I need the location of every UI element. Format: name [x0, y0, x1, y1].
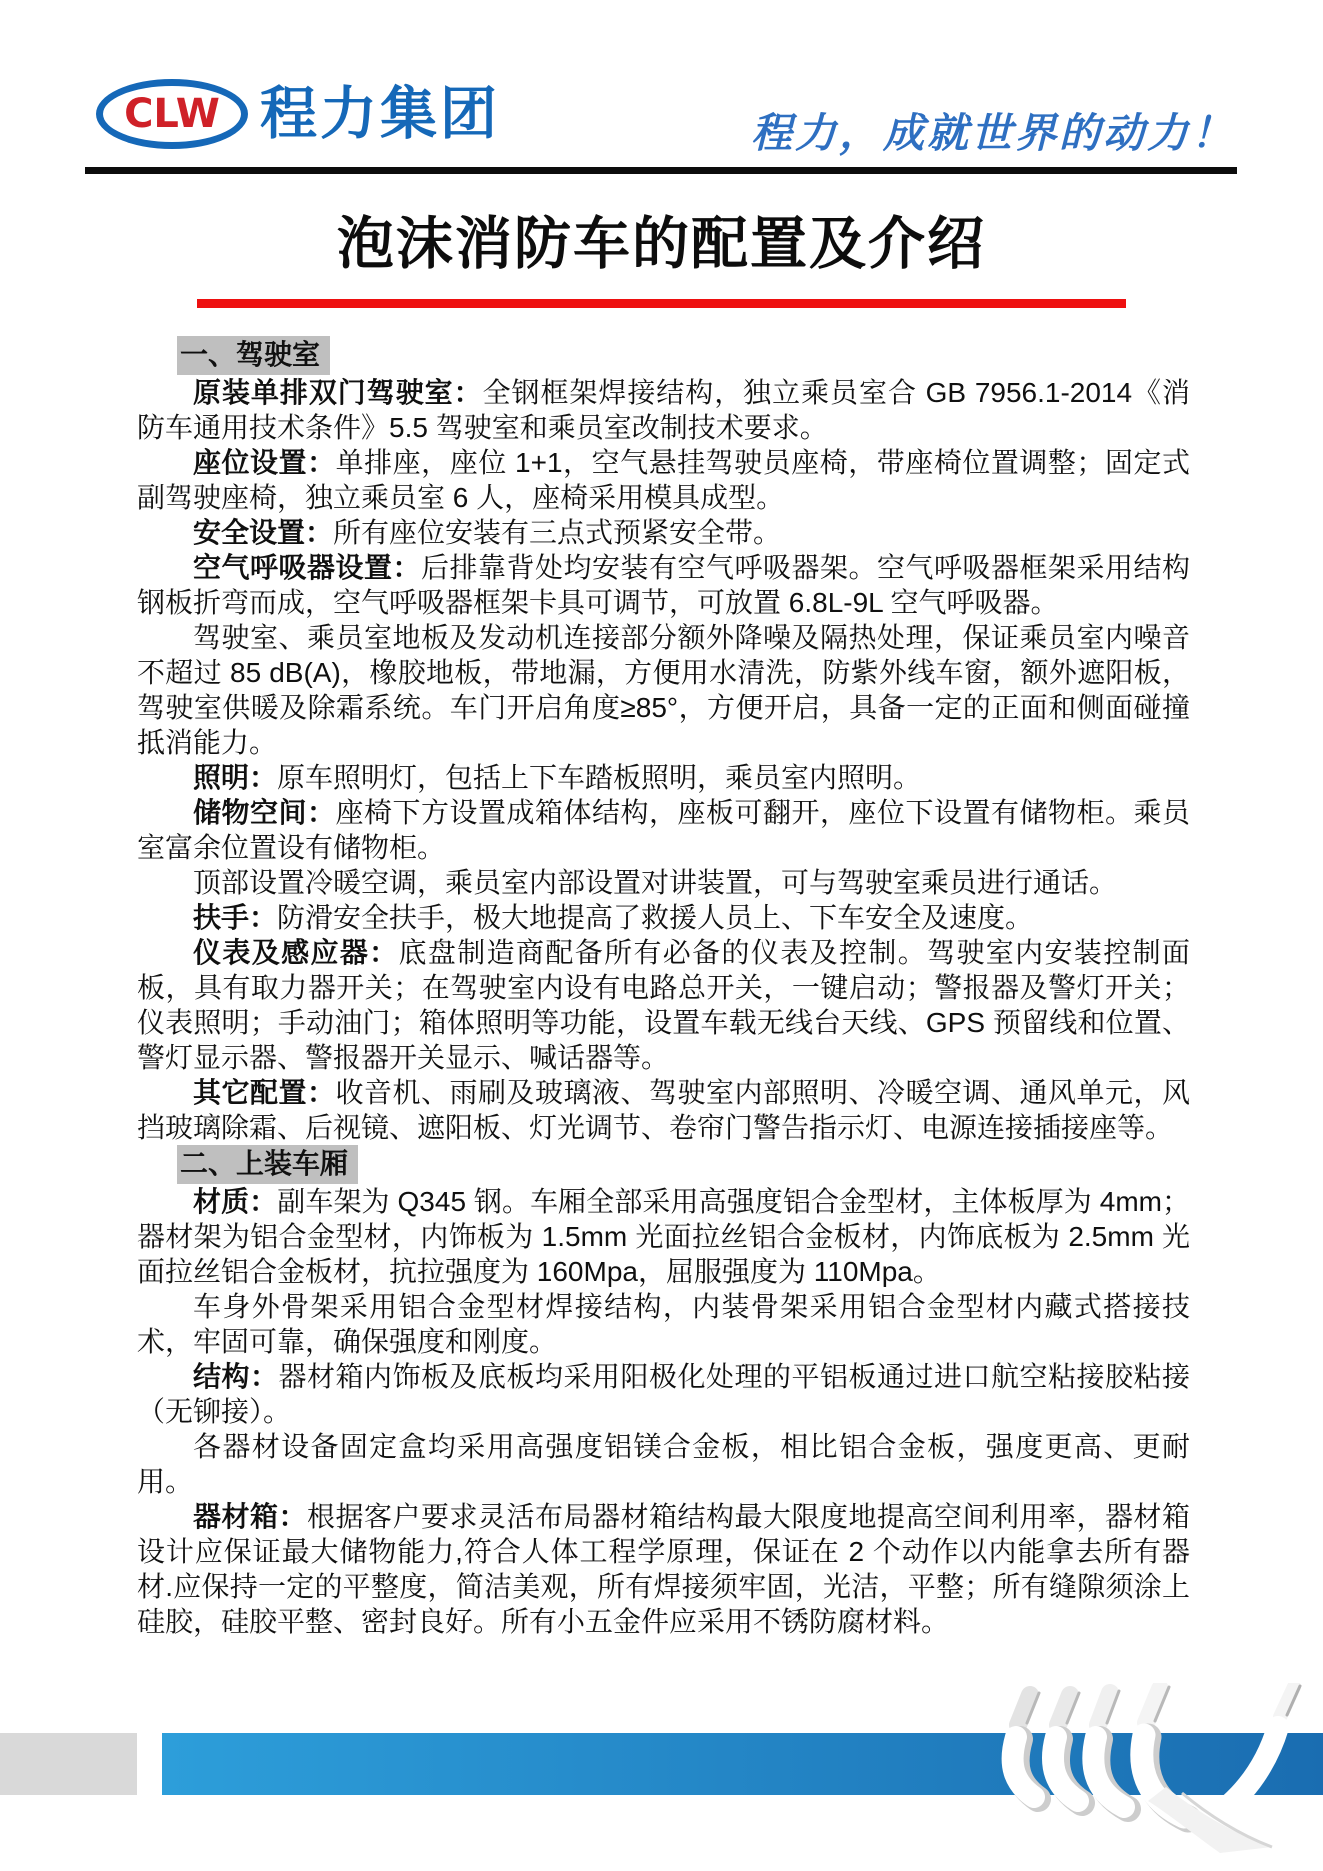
paragraph-text: 根据客户要求灵活布局器材箱结构最大限度地提高空间利用率，器材箱设计应保证最大储物能力,符合人体工程学原理，保证在 2 个动作以内能拿去所有器材.应保持一定的平整度，简洁美观，所有焊接须牢固，光洁，平整；所有缝隙须涂上硅胶，硅胶平整、密封良好。所有小五金件应采用不锈防腐材料。 [137, 1501, 1190, 1637]
paragraph [137, 900, 1190, 935]
clw-logo-text: CLW [124, 91, 220, 137]
paragraph-label: 照明： [193, 762, 278, 793]
paragraph-text: 器材箱内饰板及底板均采用阳极化处理的平铝板通过进口航空粘接胶粘接（无铆接）。 [137, 1361, 1190, 1427]
paragraph-label: 其它配置： [193, 1077, 336, 1108]
paragraph-text: 各器材设备固定盒均采用高强度铝镁合金板，相比铝合金板，强度更高、更耐用。 [137, 1431, 1190, 1497]
paragraph-text: 所有座位安装有三点式预紧安全带。 [333, 517, 782, 548]
paragraph [137, 865, 1190, 900]
paragraph-label: 空气呼吸器设置： [193, 552, 421, 583]
paragraph-text: 单排座，座位 1+1，空气悬挂驾驶员座椅，带座椅位置调整；固定式副驾驶座椅，独立乘员室 6 人，座椅采用模具成型。 [137, 447, 1190, 513]
paragraph [137, 1429, 1190, 1499]
paragraph [137, 550, 1190, 620]
paragraph-text: 副车架为 Q345 钢。车厢全部采用高强度铝合金型材，主体板厚为 4mm；器材架为铝合金型材，内饰板为 1.5mm 光面拉丝铝合金板材，内饰底板为 2.5mm 光面拉丝铝合金板材，抗拉强度为 160Mpa，屈服强度为 110Mpa。 [137, 1186, 1190, 1287]
paragraph-text: 座椅下方设置成箱体结构，座板可翻开，座位下设置有储物柜。乘员室富余位置设有储物柜。 [137, 797, 1190, 863]
company-name: 程力集团 [260, 81, 500, 146]
paragraph-text: 驾驶室、乘员室地板及发动机连接部分额外降噪及隔热处理，保证乘员室内噪音不超过 85 dB(A)，橡胶地板，带地漏，方便用水清洗，防紫外线车窗，额外遮阳板，驾驶室供暖及除霜系统。车门开启角度≥85°，方便开启，具备一定的正面和侧面碰撞抵消能力。 [137, 622, 1190, 758]
paragraph-text: 原车照明灯，包括上下车踏板照明，乘员室内照明。 [277, 762, 922, 793]
paragraph-text: 防滑安全扶手，极大地提高了救援人员上、下车安全及速度。 [277, 902, 1034, 933]
paragraph [137, 1499, 1190, 1639]
paragraph-text: 车身外骨架采用铝合金型材焊接结构，内装骨架采用铝合金型材内藏式搭接技术，牢固可靠，确保强度和刚度。 [137, 1291, 1190, 1357]
paragraph [137, 375, 1190, 445]
paragraph-text: 顶部设置冷暖空调，乘员室内部设置对讲装置，可与驾驶室乘员进行通话。 [193, 867, 1118, 898]
page-title: 泡沫消防车的配置及介绍 [337, 212, 986, 276]
paragraph-label: 安全设置： [193, 517, 334, 548]
paragraph [137, 795, 1190, 865]
paragraph-label: 仪表及感应器： [193, 937, 399, 968]
paragraph-text: 收音机、雨刷及玻璃液、驾驶室内部照明、冷暖空调、通风单元，风挡玻璃除霜、后视镜、遮阳板、灯光调节、卷帘门警告指示灯、电源连接插接座等。 [137, 1077, 1190, 1143]
paragraph [137, 1184, 1190, 1289]
section-heading-label: 一、驾驶室 [177, 336, 330, 375]
title-underline [197, 299, 1126, 308]
paragraph-label: 材质： [193, 1186, 278, 1217]
header-logo [96, 78, 500, 150]
paragraph-label: 结构： [193, 1361, 279, 1392]
paragraph [137, 1075, 1190, 1145]
paragraph [137, 620, 1190, 760]
paragraph [137, 445, 1190, 515]
paragraph [137, 515, 1190, 550]
paragraph-label: 原装单排双门驾驶室： [193, 377, 483, 408]
section-heading-cab [137, 336, 1190, 375]
footer-gray-block [0, 1733, 137, 1795]
paragraph [137, 935, 1190, 1075]
document-body [137, 336, 1190, 1639]
paragraph [137, 1289, 1190, 1359]
section-heading-body [137, 1145, 1190, 1184]
section-heading-label: 二、上装车厢 [177, 1145, 358, 1184]
paragraph-label: 扶手： [193, 902, 278, 933]
paragraph-label: 储物空间： [193, 797, 336, 828]
paragraph-label: 座位设置： [193, 447, 336, 478]
paragraph [137, 1359, 1190, 1429]
header-divider [85, 167, 1237, 174]
clw-logo-icon [96, 79, 248, 149]
paragraph [137, 760, 1190, 795]
paragraph-text: 后排靠背处均安装有空气呼吸器架。空气呼吸器框架采用结构钢板折弯而成，空气呼吸器框架卡具可调节，可放置 6.8L-9L 空气呼吸器。 [137, 552, 1190, 618]
paragraph-label: 器材箱： [193, 1501, 307, 1532]
paragraph-text: 全钢框架焊接结构，独立乘员室合 GB 7956.1-2014《消防车通用技术条件》5.5 驾驶室和乘员室改制技术要求。 [137, 377, 1190, 443]
chevron-swoosh-icon [980, 1683, 1323, 1853]
company-slogan: 程力，成就世界的动力！ [751, 109, 1235, 157]
paragraph-text: 底盘制造商配备所有必备的仪表及控制。驾驶室内安装控制面板，具有取力器开关；在驾驶室内设有电路总开关，一键启动；警报器及警灯开关；仪表照明；手动油门；箱体照明等功能，设置车载无线台天线、GPS 预留线和位置、警灯显示器、警报器开关显示、喊话器等。 [137, 937, 1190, 1073]
